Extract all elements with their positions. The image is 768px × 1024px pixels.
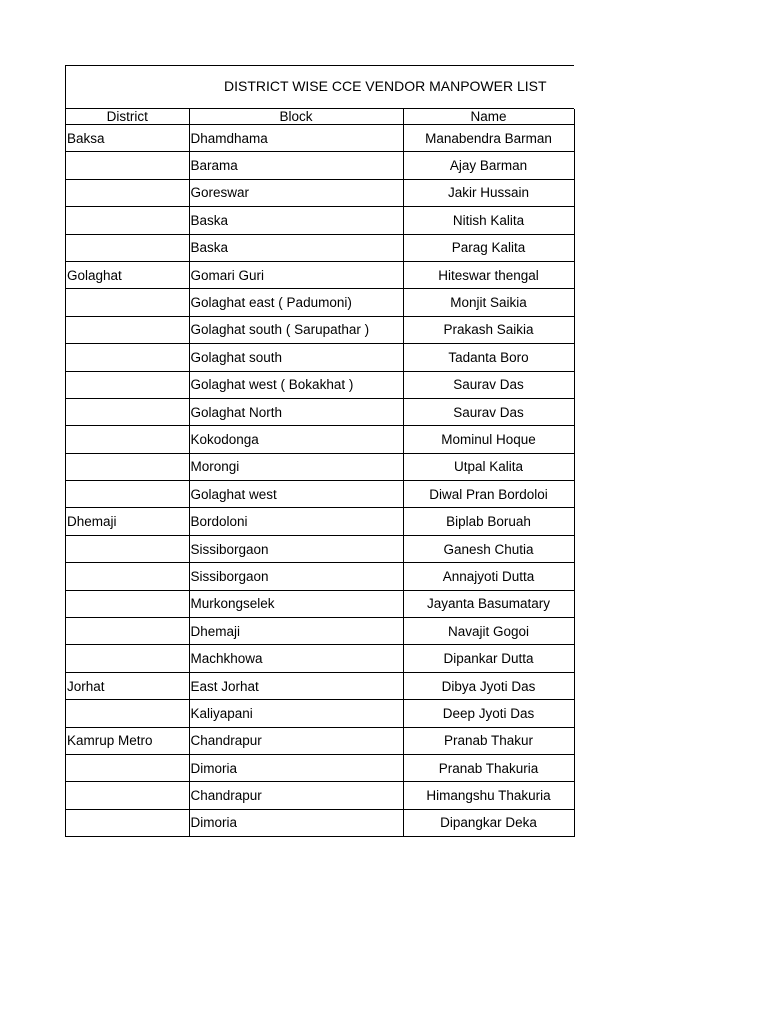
column-header-district: District (66, 109, 189, 125)
name-cell: Ganesh Chutia (403, 535, 574, 562)
table-row (66, 125, 574, 152)
table-row (66, 754, 574, 781)
table-row (66, 782, 574, 809)
district-cell (66, 207, 189, 234)
block-cell: East Jorhat (189, 672, 403, 699)
block-cell: Golaghat west (189, 481, 403, 508)
column-header-block: Block (189, 109, 403, 125)
block-cell: Baska (189, 207, 403, 234)
table-row (66, 371, 574, 398)
header-row (66, 109, 574, 125)
name-cell: Pranab Thakuria (403, 754, 574, 781)
name-cell: Parag Kalita (403, 234, 574, 261)
district-cell (66, 426, 189, 453)
table-row (66, 481, 574, 508)
vendor-list-sheet (65, 65, 574, 837)
district-cell (66, 782, 189, 809)
name-cell: Utpal Kalita (403, 453, 574, 480)
district-cell (66, 234, 189, 261)
district-cell (66, 152, 189, 179)
name-cell: Saurav Das (403, 398, 574, 425)
table-row (66, 398, 574, 425)
district-cell (66, 618, 189, 645)
block-cell: Kaliyapani (189, 700, 403, 727)
name-cell: Dipangkar Deka (403, 809, 574, 836)
table-row (66, 426, 574, 453)
table-row (66, 316, 574, 343)
district-cell (66, 754, 189, 781)
district-cell (66, 179, 189, 206)
block-cell: Baska (189, 234, 403, 261)
table-row (66, 645, 574, 672)
page-title: DISTRICT WISE CCE VENDOR MANPOWER LIST (224, 78, 547, 94)
name-cell: Deep Jyoti Das (403, 700, 574, 727)
name-cell: Himangshu Thakuria (403, 782, 574, 809)
district-cell: Baksa (66, 125, 189, 152)
name-cell: Ajay Barman (403, 152, 574, 179)
district-cell: Kamrup Metro (66, 727, 189, 754)
district-cell (66, 645, 189, 672)
table-row (66, 261, 574, 288)
block-cell: Chandrapur (189, 727, 403, 754)
block-cell: Golaghat south (189, 344, 403, 371)
block-cell: Murkongselek (189, 590, 403, 617)
name-cell: Pranab Thakur (403, 727, 574, 754)
district-cell: Golaghat (66, 261, 189, 288)
district-cell (66, 563, 189, 590)
district-cell (66, 371, 189, 398)
table-row (66, 535, 574, 562)
table-row (66, 344, 574, 371)
district-cell: Dhemaji (66, 508, 189, 535)
district-cell (66, 316, 189, 343)
block-cell: Barama (189, 152, 403, 179)
block-cell: Golaghat North (189, 398, 403, 425)
district-cell (66, 453, 189, 480)
block-cell: Dimoria (189, 809, 403, 836)
block-cell: Kokodonga (189, 426, 403, 453)
table-row (66, 809, 574, 836)
table-body (66, 125, 574, 837)
district-cell (66, 289, 189, 316)
name-cell: Hiteswar thengal (403, 261, 574, 288)
district-cell (66, 398, 189, 425)
name-cell: Mominul Hoque (403, 426, 574, 453)
table-row (66, 207, 574, 234)
block-cell: Machkhowa (189, 645, 403, 672)
block-cell: Morongi (189, 453, 403, 480)
name-cell: Biplab Boruah (403, 508, 574, 535)
block-cell: Dhamdhama (189, 125, 403, 152)
block-cell: Chandrapur (189, 782, 403, 809)
name-cell: Saurav Das (403, 371, 574, 398)
name-cell: Navajit Gogoi (403, 618, 574, 645)
table-row (66, 179, 574, 206)
title-row (66, 66, 574, 109)
block-cell: Sissiborgaon (189, 535, 403, 562)
block-cell: Golaghat west ( Bokakhat ) (189, 371, 403, 398)
table-row (66, 590, 574, 617)
block-cell: Bordoloni (189, 508, 403, 535)
block-cell: Dimoria (189, 754, 403, 781)
block-cell: Golaghat south ( Sarupathar ) (189, 316, 403, 343)
table-row (66, 289, 574, 316)
district-cell (66, 344, 189, 371)
table-row (66, 618, 574, 645)
name-cell: Jakir Hussain (403, 179, 574, 206)
name-cell: Diwal Pran Bordoloi (403, 481, 574, 508)
block-cell: Sissiborgaon (189, 563, 403, 590)
name-cell: Manabendra Barman (403, 125, 574, 152)
district-cell (66, 535, 189, 562)
table-row (66, 727, 574, 754)
block-cell: Goreswar (189, 179, 403, 206)
table-row (66, 453, 574, 480)
district-cell (66, 481, 189, 508)
block-cell: Golaghat east ( Padumoni) (189, 289, 403, 316)
table-row (66, 672, 574, 699)
district-cell (66, 590, 189, 617)
column-header-name: Name (403, 109, 574, 125)
block-cell: Gomari Guri (189, 261, 403, 288)
name-cell: Dipankar Dutta (403, 645, 574, 672)
table-row (66, 508, 574, 535)
name-cell: Monjit Saikia (403, 289, 574, 316)
table-row (66, 700, 574, 727)
district-cell: Jorhat (66, 672, 189, 699)
vendor-table (66, 109, 575, 837)
name-cell: Dibya Jyoti Das (403, 672, 574, 699)
name-cell: Tadanta Boro (403, 344, 574, 371)
block-cell: Dhemaji (189, 618, 403, 645)
name-cell: Prakash Saikia (403, 316, 574, 343)
name-cell: Annajyoti Dutta (403, 563, 574, 590)
table-row (66, 563, 574, 590)
table-row (66, 152, 574, 179)
table-row (66, 234, 574, 261)
name-cell: Jayanta Basumatary (403, 590, 574, 617)
district-cell (66, 809, 189, 836)
name-cell: Nitish Kalita (403, 207, 574, 234)
district-cell (66, 700, 189, 727)
